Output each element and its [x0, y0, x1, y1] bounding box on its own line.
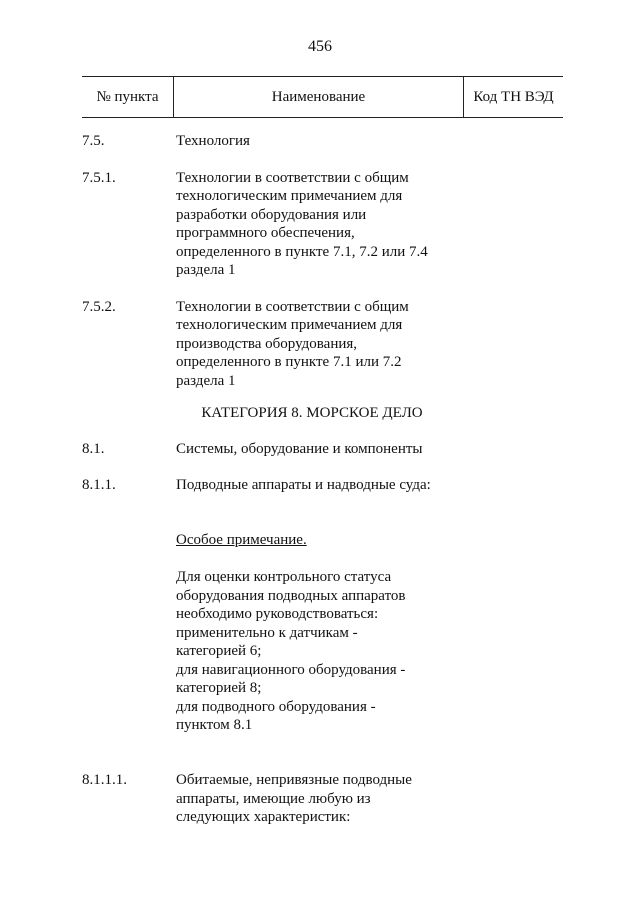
list-item	[82, 771, 482, 827]
item-number: 7.5.1.	[82, 169, 116, 186]
item-number: 7.5.	[82, 133, 105, 149]
table-header	[82, 76, 563, 118]
list-item	[82, 132, 482, 151]
special-note-heading: Особое примечание.	[176, 532, 307, 548]
special-note-body: Для оценки контрольного статуса оборудования подводных аппаратов необходимо руководствоваться: применительно к датчикам - категорией 6; для навигационного оборудования - категорией 8; для подводного оборудования - пунктом 8.1	[176, 569, 406, 733]
list-item	[82, 440, 482, 459]
item-text: Обитаемые, непривязные подводные аппараты, имеющие любую из следующих характеристик:	[176, 772, 412, 825]
item-text: Технология	[176, 133, 250, 149]
page-number: 456	[308, 38, 332, 55]
document-body	[82, 132, 482, 845]
item-number: 8.1.	[82, 440, 105, 457]
list-item	[82, 169, 482, 280]
list-item	[82, 298, 482, 391]
column-header-code: Код ТН ВЭД	[473, 88, 554, 105]
item-text: Технологии в соответствии с общим технологическим примечанием для производства оборудования, определенного в пункте 7.1 или 7.2 раздела 1	[176, 298, 409, 389]
column-header-name: Наименование	[174, 77, 464, 117]
item-text: Подводные аппараты и надводные суда:	[176, 477, 431, 493]
category-title: КАТЕГОРИЯ 8. МОРСКОЕ ДЕЛО	[201, 405, 423, 421]
special-note	[82, 513, 482, 754]
item-number: 8.1.1.	[82, 477, 116, 493]
item-number: 7.5.2.	[82, 298, 116, 315]
list-item	[82, 476, 482, 495]
item-number: 8.1.1.1.	[82, 772, 127, 788]
item-text: Технологии в соответствии с общим технологическим примечанием для разработки оборудования или программного обеспечения, определенного в пункте 7.1, 7.2 или 7.4 раздела 1	[176, 169, 428, 278]
column-header-number: № пункта	[82, 77, 174, 117]
item-text: Системы, оборудование и компоненты	[176, 440, 423, 457]
